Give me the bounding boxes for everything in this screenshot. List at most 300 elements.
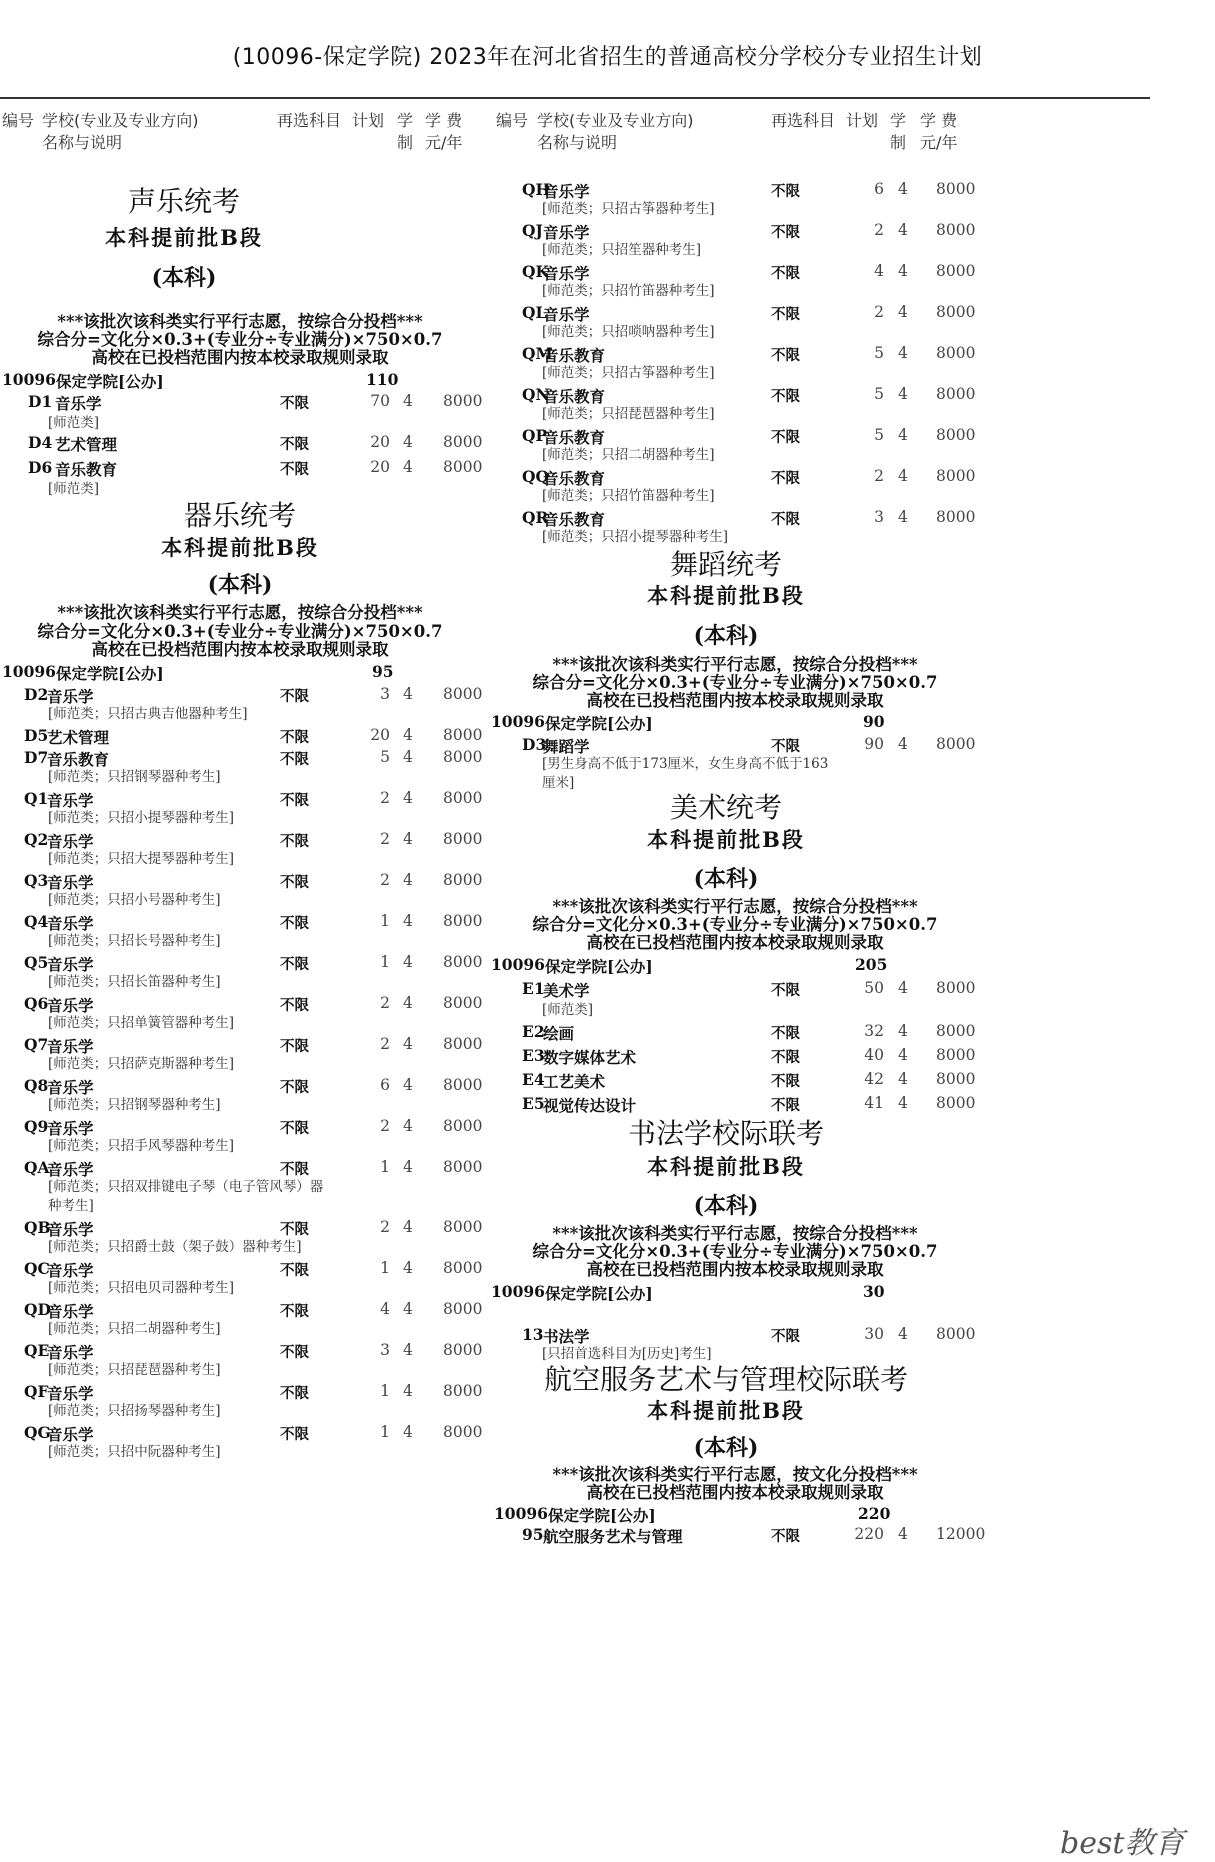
major-plan: 2: [380, 871, 390, 889]
major-remark: [只招首选科目为[历史]考生]: [542, 1346, 712, 1362]
note-line-3: 高校在已投档范围内按本校录取规则录取: [586, 1260, 884, 1279]
major-name: 音乐学: [47, 1425, 94, 1444]
hdr-school-1: 学校(专业及专业方向): [537, 111, 694, 130]
major-name: 音乐教育: [47, 750, 110, 769]
major-fee: 8000: [443, 1218, 483, 1236]
school-plan: 110: [366, 370, 399, 389]
major-remark: [师范类]: [48, 481, 100, 497]
major-length: 4: [898, 426, 908, 444]
major-length: 4: [898, 979, 908, 997]
note-line-1: ***该批次该科类实行平行志愿，按综合分投档***: [57, 312, 423, 331]
major-fee: 8000: [936, 1046, 976, 1064]
hdr-fee-1: 学 费: [425, 111, 463, 130]
major-fee: 8000: [443, 1423, 483, 1441]
major-subject: 不限: [771, 1026, 800, 1042]
major-fee: 8000: [936, 508, 976, 526]
school-plan: 90: [863, 712, 885, 731]
major-length: 4: [403, 1158, 413, 1176]
major-remark: [师范类；只招扬琴器种考生]: [48, 1403, 221, 1419]
major-subject: 不限: [771, 266, 800, 282]
major-subject: 不限: [280, 689, 309, 705]
hdr-len-1: 学: [397, 111, 414, 130]
major-length: 4: [403, 994, 413, 1012]
major-length: 4: [898, 1070, 908, 1088]
major-length: 4: [898, 1094, 908, 1112]
major-length: 4: [403, 789, 413, 807]
major-subject: 不限: [280, 957, 309, 973]
note-line-3: 高校在已投档范围内按本校录取规则录取: [91, 348, 389, 367]
major-fee: 8000: [936, 385, 976, 403]
major-subject: 不限: [280, 834, 309, 850]
major-subject: 不限: [280, 1121, 309, 1137]
hdr-fee-2: 元/年: [920, 133, 958, 152]
major-plan: 6: [380, 1076, 390, 1094]
major-remark: [师范类；只招中阮器种考生]: [48, 1444, 221, 1460]
major-subject: 不限: [771, 225, 800, 241]
major-plan: 1: [380, 1158, 390, 1176]
major-remark: [师范类]: [48, 415, 100, 431]
major-length: 4: [403, 953, 413, 971]
major-name: 音乐学: [543, 264, 590, 283]
major-subject: 不限: [771, 430, 800, 446]
major-length: 4: [403, 1117, 413, 1135]
section-title: 美术统考: [669, 791, 782, 824]
major-name: 绘画: [543, 1024, 575, 1043]
major-plan: 20: [370, 433, 390, 451]
major-fee: 8000: [443, 726, 483, 744]
major-subject: 不限: [280, 1222, 309, 1238]
major-plan: 32: [864, 1022, 884, 1040]
major-subject: 不限: [771, 1074, 800, 1090]
major-subject: 不限: [771, 1050, 800, 1066]
hdr-len-2: 制: [890, 133, 907, 152]
major-code: E4: [522, 1070, 545, 1089]
school-code: 10096: [491, 955, 545, 974]
major-name: 航空服务艺术与管理: [543, 1527, 683, 1546]
major-subject: 不限: [280, 1427, 309, 1443]
major-remark: [师范类；只招二胡器种考生]: [48, 1321, 221, 1337]
hdr-plan: 计划: [846, 111, 879, 130]
watermark: best教育: [1060, 1826, 1185, 1861]
major-plan: 3: [874, 508, 884, 526]
school-plan: 95: [372, 662, 394, 681]
major-remark: 种考生]: [48, 1198, 94, 1214]
major-code: QF: [24, 1382, 49, 1401]
major-code: D3: [522, 735, 547, 754]
major-remark: [师范类；只招古筝器种考生]: [542, 201, 715, 217]
note-line-2: 综合分=文化分×0.3+(专业分÷专业满分)×750×0.7: [532, 1242, 938, 1261]
major-subject: 不限: [280, 916, 309, 932]
major-fee: 8000: [936, 180, 976, 198]
major-plan: 50: [864, 979, 884, 997]
major-length: 4: [898, 344, 908, 362]
major-name: 音乐学: [47, 1220, 94, 1239]
note-line-3: 高校在已投档范围内按本校录取规则录取: [586, 1483, 884, 1502]
major-fee: 8000: [936, 1022, 976, 1040]
major-subject: 不限: [280, 752, 309, 768]
major-code: Q6: [24, 994, 49, 1013]
section-title: 航空服务艺术与管理校际联考: [543, 1363, 908, 1396]
major-length: 4: [403, 392, 413, 410]
major-fee: 8000: [443, 994, 483, 1012]
major-name: 美术学: [543, 981, 590, 1000]
major-name: 音乐教育: [543, 469, 606, 488]
major-subject: 不限: [280, 998, 309, 1014]
major-fee: 8000: [443, 392, 483, 410]
major-code: Q4: [24, 912, 49, 931]
major-fee: 8000: [443, 953, 483, 971]
major-code: D2: [24, 685, 49, 704]
major-remark: [师范类；只招爵士鼓（架子鼓）器种考生]: [48, 1239, 302, 1255]
major-code: QC: [24, 1259, 50, 1278]
major-plan: 41: [864, 1094, 884, 1112]
major-subject: 不限: [771, 1098, 800, 1114]
school-name: 保定学院[公办]: [56, 664, 164, 683]
major-name: 舞蹈学: [543, 737, 590, 756]
major-subject: 不限: [280, 1345, 309, 1361]
hdr-fee-2: 元/年: [425, 133, 463, 152]
major-plan: 2: [380, 789, 390, 807]
major-name: 音乐学: [47, 832, 94, 851]
major-subject: 不限: [771, 739, 800, 755]
major-code: Q3: [24, 871, 49, 890]
table-row: [496, 1046, 1076, 1070]
major-plan: 1: [380, 1423, 390, 1441]
major-length: 4: [403, 1035, 413, 1053]
major-name: 音乐学: [47, 1078, 94, 1097]
school-plan: 205: [855, 955, 888, 974]
hdr-school-2: 名称与说明: [537, 133, 618, 152]
major-fee: 8000: [936, 467, 976, 485]
major-code: 95: [522, 1525, 544, 1544]
major-fee: 8000: [443, 1300, 483, 1318]
major-plan: 3: [380, 685, 390, 703]
major-name: 音乐学: [47, 1384, 94, 1403]
major-remark: [师范类；只招琵琶器种考生]: [542, 406, 715, 422]
major-remark: [师范类；只招唢呐器种考生]: [542, 324, 715, 340]
major-remark: [师范类；只招电贝司器种考生]: [48, 1280, 235, 1296]
major-code: Q1: [24, 789, 49, 808]
batch-label: 本科提前批B段: [161, 535, 319, 560]
major-name: 音乐学: [47, 1160, 94, 1179]
major-length: 4: [898, 262, 908, 280]
major-length: 4: [403, 912, 413, 930]
major-name: 艺术管理: [47, 728, 110, 747]
major-code: QQ: [522, 467, 550, 486]
major-name: 音乐学: [47, 1037, 94, 1056]
school-code: 10096: [2, 370, 56, 389]
major-code: QH: [522, 180, 551, 199]
major-subject: 不限: [771, 471, 800, 487]
major-fee: 8000: [443, 871, 483, 889]
major-name: 音乐学: [47, 1343, 94, 1362]
major-fee: 8000: [936, 1094, 976, 1112]
major-plan: 6: [874, 180, 884, 198]
major-remark: [师范类；只招大提琴器种考生]: [48, 851, 235, 867]
major-name: 音乐学: [543, 182, 590, 201]
major-plan: 70: [370, 392, 390, 410]
major-fee: 8000: [443, 1158, 483, 1176]
major-remark: [师范类；只招小提琴器种考生]: [542, 529, 729, 545]
major-code: QN: [522, 385, 550, 404]
major-name: 音乐教育: [543, 428, 606, 447]
school-name: 保定学院[公办]: [56, 372, 164, 391]
major-fee: 8000: [443, 1382, 483, 1400]
note-line-3: 高校在已投档范围内按本校录取规则录取: [586, 933, 884, 952]
major-plan: 2: [380, 830, 390, 848]
major-code: D5: [24, 726, 49, 745]
major-subject: 不限: [280, 1162, 309, 1178]
section-title: 器乐统考: [183, 499, 296, 532]
major-code: QG: [24, 1423, 51, 1442]
school-code: 10096: [491, 712, 545, 731]
major-code: QJ: [522, 221, 543, 240]
major-code: QK: [522, 262, 549, 281]
major-name: 音乐学: [55, 394, 102, 413]
major-length: 4: [898, 385, 908, 403]
major-name: 音乐学: [543, 223, 590, 242]
major-plan: 3: [380, 1341, 390, 1359]
major-code: Q2: [24, 830, 49, 849]
major-fee: 8000: [936, 979, 976, 997]
major-plan: 20: [370, 458, 390, 476]
hdr-school-2: 名称与说明: [42, 133, 123, 152]
major-code: E1: [522, 979, 545, 998]
school-name: 保定学院[公办]: [548, 1506, 656, 1525]
major-remark: [师范类；只招竹笛器种考生]: [542, 283, 715, 299]
table-row: [0, 433, 580, 457]
major-name: 数字媒体艺术: [543, 1048, 637, 1067]
major-subject: 不限: [280, 1080, 309, 1096]
school-code: 10096: [2, 662, 56, 681]
major-length: 4: [898, 180, 908, 198]
major-plan: 1: [380, 1382, 390, 1400]
major-name: 音乐教育: [55, 460, 118, 479]
major-plan: 5: [874, 385, 884, 403]
major-remark: [师范类；只招竹笛器种考生]: [542, 488, 715, 504]
major-plan: 40: [864, 1046, 884, 1064]
major-length: 4: [898, 1046, 908, 1064]
hdr-subject: 再选科目: [277, 111, 342, 130]
major-length: 4: [403, 1259, 413, 1277]
major-subject: 不限: [280, 1304, 309, 1320]
hdr-len-2: 制: [397, 133, 414, 152]
school-name: 保定学院[公办]: [545, 714, 653, 733]
hdr-fee-1: 学 费: [920, 111, 958, 130]
major-fee: 8000: [443, 748, 483, 766]
major-name: 音乐学: [47, 873, 94, 892]
table-row: [496, 1525, 1076, 1549]
batch-label: 本科提前批B段: [647, 1398, 805, 1423]
major-subject: 不限: [771, 1529, 800, 1545]
major-fee: 8000: [443, 789, 483, 807]
level-label: (本科): [693, 1435, 759, 1461]
major-length: 4: [403, 1300, 413, 1318]
major-plan: 2: [380, 1218, 390, 1236]
hdr-plan: 计划: [352, 111, 385, 130]
major-remark: [师范类；只招笙器种考生]: [542, 242, 702, 258]
school-code: 10096: [494, 1504, 548, 1523]
major-length: 4: [403, 871, 413, 889]
note-line-2: 综合分=文化分×0.3+(专业分÷专业满分)×750×0.7: [532, 915, 938, 934]
major-subject: 不限: [280, 730, 309, 746]
major-remark: [师范类；只招二胡器种考生]: [542, 447, 715, 463]
major-name: 视觉传达设计: [543, 1096, 637, 1115]
major-fee: 8000: [443, 1035, 483, 1053]
major-fee: 8000: [443, 912, 483, 930]
major-plan: 1: [380, 953, 390, 971]
major-length: 4: [898, 221, 908, 239]
major-code: 13: [522, 1325, 544, 1344]
major-subject: 不限: [280, 1263, 309, 1279]
major-subject: 不限: [771, 348, 800, 364]
note-line-1: ***该批次该科类实行平行志愿，按综合分投档***: [552, 1224, 918, 1243]
major-remark: [师范类；只招双排键电子琴（电子管风琴）器: [48, 1179, 324, 1195]
major-plan: 2: [380, 1035, 390, 1053]
page-title: (10096-保定学院) 2023年在河北省招生的普通高校分学校分专业招生计划: [232, 45, 983, 70]
major-code: D4: [28, 433, 53, 452]
major-length: 4: [898, 735, 908, 753]
note-line-1: ***该批次该科类实行平行志愿，按综合分投档***: [552, 655, 918, 674]
major-subject: 不限: [280, 793, 309, 809]
major-code: QD: [24, 1300, 51, 1319]
major-remark: [师范类；只招琵琶器种考生]: [48, 1362, 221, 1378]
major-subject: 不限: [280, 462, 309, 478]
major-length: 4: [403, 685, 413, 703]
note-line-2: 综合分=文化分×0.3+(专业分÷专业满分)×750×0.7: [37, 622, 443, 641]
major-plan: 90: [864, 735, 884, 753]
major-remark: [师范类；只招萨克斯器种考生]: [48, 1056, 235, 1072]
batch-label: 本科提前批B段: [105, 225, 263, 250]
level-label: (本科): [693, 623, 759, 649]
major-remark: [师范类；只招手风琴器种考生]: [48, 1138, 235, 1154]
major-name: 音乐学: [47, 1119, 94, 1138]
major-fee: 8000: [443, 1259, 483, 1277]
school-name: 保定学院[公办]: [545, 1284, 653, 1303]
note-line-2: 综合分=文化分×0.3+(专业分÷专业满分)×750×0.7: [37, 330, 443, 349]
major-fee: 8000: [443, 1076, 483, 1094]
major-code: D6: [28, 458, 53, 477]
major-name: 书法学: [543, 1327, 590, 1346]
major-length: 4: [403, 1076, 413, 1094]
major-remark: [师范类；只招古筝器种考生]: [542, 365, 715, 381]
major-fee: 8000: [936, 735, 976, 753]
level-label: (本科): [151, 265, 217, 291]
major-name: 音乐学: [47, 687, 94, 706]
hdr-len-1: 学: [890, 111, 907, 130]
major-code: QL: [522, 303, 547, 322]
major-plan: 2: [874, 467, 884, 485]
major-length: 4: [898, 508, 908, 526]
major-subject: 不限: [771, 307, 800, 323]
hdr-school-1: 学校(专业及专业方向): [42, 111, 199, 130]
section-title: 书法学校际联考: [627, 1117, 824, 1150]
major-code: E5: [522, 1094, 545, 1113]
major-remark: [师范类；只招古典吉他器种考生]: [48, 706, 248, 722]
major-length: 4: [898, 1325, 908, 1343]
school-plan: 30: [863, 1282, 885, 1301]
major-name: 工艺美术: [543, 1072, 606, 1091]
major-fee: 8000: [936, 1325, 976, 1343]
major-code: D1: [28, 392, 53, 411]
note-line-3: 高校在已投档范围内按本校录取规则录取: [586, 691, 884, 710]
major-plan: 30: [864, 1325, 884, 1343]
major-length: 4: [403, 433, 413, 451]
major-plan: 2: [380, 994, 390, 1012]
level-label: (本科): [693, 1193, 759, 1219]
major-remark: [师范类；只招单簧管器种考生]: [48, 1015, 235, 1031]
major-plan: 1: [380, 912, 390, 930]
major-remark: [男生身高不低于173厘米，女生身高不低于163: [542, 756, 829, 772]
major-code: QB: [24, 1218, 51, 1237]
major-subject: 不限: [771, 1329, 800, 1345]
note-line-1: ***该批次该科类实行平行志愿，按综合分投档***: [57, 603, 423, 622]
major-fee: 8000: [443, 458, 483, 476]
major-code: Q9: [24, 1117, 49, 1136]
note-line-2: 综合分=文化分×0.3+(专业分÷专业满分)×750×0.7: [532, 673, 938, 692]
major-length: 4: [403, 1218, 413, 1236]
major-subject: 不限: [280, 396, 309, 412]
major-name: 音乐教育: [543, 510, 606, 529]
major-plan: 2: [380, 1117, 390, 1135]
major-length: 4: [403, 726, 413, 744]
major-length: 4: [403, 1382, 413, 1400]
major-fee: 8000: [936, 344, 976, 362]
major-code: QP: [522, 426, 548, 445]
major-remark: [师范类；只招长笛器种考生]: [48, 974, 221, 990]
header-rule: [0, 97, 1150, 99]
major-code: QR: [522, 508, 549, 527]
major-code: Q5: [24, 953, 49, 972]
major-length: 4: [403, 458, 413, 476]
major-code: Q8: [24, 1076, 49, 1095]
major-fee: 8000: [936, 221, 976, 239]
hdr-code: 编号: [2, 111, 35, 130]
major-plan: 2: [874, 303, 884, 321]
major-code: QA: [24, 1158, 50, 1177]
major-remark: [师范类；只招小提琴器种考生]: [48, 810, 235, 826]
major-plan: 42: [864, 1070, 884, 1088]
major-subject: 不限: [771, 512, 800, 528]
hdr-code: 编号: [496, 111, 529, 130]
major-name: 艺术管理: [55, 435, 118, 454]
major-fee: 12000: [936, 1525, 986, 1543]
major-subject: 不限: [280, 875, 309, 891]
major-remark: [师范类；只招钢琴器种考生]: [48, 769, 221, 785]
major-length: 4: [403, 748, 413, 766]
major-length: 4: [403, 1341, 413, 1359]
major-name: 音乐学: [47, 1302, 94, 1321]
major-plan: 5: [874, 426, 884, 444]
section-title: 声乐统考: [127, 185, 240, 218]
major-remark: [师范类；只招小号器种考生]: [48, 892, 221, 908]
note-line-1: ***该批次该科类实行平行志愿，按综合分投档***: [552, 897, 918, 916]
major-plan: 1: [380, 1259, 390, 1277]
major-name: 音乐学: [47, 955, 94, 974]
major-code: QE: [24, 1341, 50, 1360]
major-length: 4: [898, 467, 908, 485]
major-length: 4: [403, 1423, 413, 1441]
major-plan: 2: [874, 221, 884, 239]
batch-label: 本科提前批B段: [647, 827, 805, 852]
major-fee: 8000: [443, 830, 483, 848]
major-name: 音乐教育: [543, 387, 606, 406]
level-label: (本科): [207, 572, 273, 598]
major-plan: 5: [380, 748, 390, 766]
major-plan: 4: [874, 262, 884, 280]
major-subject: 不限: [280, 437, 309, 453]
major-remark: [师范类；只招长号器种考生]: [48, 933, 221, 949]
